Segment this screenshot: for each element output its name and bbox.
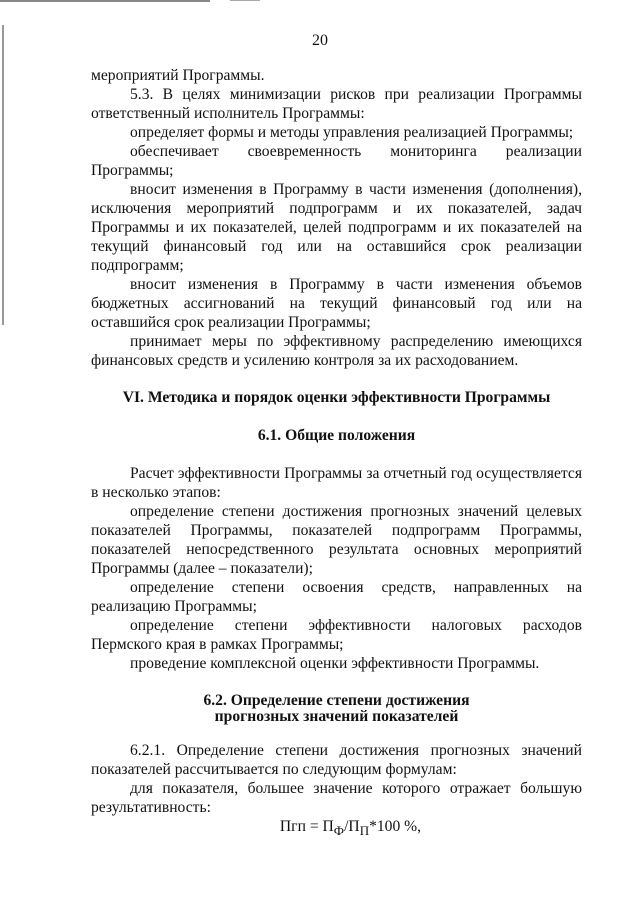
- subsection-2-title: [91, 693, 582, 725]
- section-title: VI. Методика и порядок оценки эффективности Программы: [122, 389, 551, 406]
- paragraph: мероприятий Программы.: [91, 67, 265, 84]
- scan-edge-top-fragment: [230, 0, 260, 1]
- document-body: [91, 66, 582, 841]
- paragraphs-bottom: [91, 741, 582, 817]
- paragraph: определение степени эффективности налоговых расходов Пермского края в рамках Программы;: [91, 617, 582, 653]
- formula-slash: /: [344, 818, 349, 835]
- paragraph: проведение комплексной оценки эффективности Программы.: [130, 655, 540, 672]
- paragraphs-mid: [91, 464, 582, 673]
- formula-denominator-sub: П: [359, 823, 370, 839]
- scan-edge-left: [2, 25, 4, 325]
- subsection-1-title: 6.1. Общие положения: [257, 427, 416, 444]
- paragraph: 5.3. В целях минимизации рисков при реализации Программы ответственный исполнитель Программы:: [91, 86, 582, 122]
- paragraph: вносит изменения в Программу в части изменения объемов бюджетных ассигнований на текущий финансовый год или на оставшийся срок реализации Программы;: [91, 276, 582, 331]
- formula: [91, 817, 582, 841]
- paragraph: для показателя, большее значение которого отражает большую результативность:: [91, 780, 582, 816]
- paragraph: определяет формы и методы управления реализацией Программы;: [130, 124, 574, 141]
- scan-edge-top: [0, 0, 210, 2]
- subsection-2-title-line2: прогнозных значений показателей: [214, 708, 459, 725]
- paragraph: вносит изменения в Программу в части изменения (дополнения), исключения мероприятий подпрограмм и их показателей, задач Программы и их показателей, целей подпрограмм и их показателей на текущий финансовый год или на оставшийся срок реализации подпрограмм;: [91, 181, 582, 274]
- formula-numerator-sub: Ф: [333, 823, 345, 839]
- formula-denominator: П: [348, 818, 360, 835]
- subsection-2-title-line1: 6.2. Определение степени достижения: [203, 692, 470, 709]
- paragraph: принимает меры по эффективному распределению имеющихся финансовых средств и усилению контроля за их расходованием.: [91, 333, 582, 369]
- page-number: 20: [312, 32, 328, 49]
- paragraph: Расчет эффективности Программы за отчетный год осуществляется в несколько этапов:: [91, 465, 582, 501]
- paragraph: определение степени достижения прогнозных значений целевых показателей Программы, показателей подпрограмм Программы, показателей непосредственного результата основных мероприятий Программы (далее – показатели);: [91, 503, 582, 577]
- formula-equals: =: [305, 818, 323, 835]
- paragraph: обеспечивает своевременность мониторинга реализации Программы;: [91, 143, 582, 179]
- paragraph: определение степени освоения средств, направленных на реализацию Программы;: [91, 579, 582, 615]
- formula-numerator: П: [322, 818, 334, 835]
- formula-multiplier: *100 %,: [369, 818, 422, 835]
- formula-lhs: Пгп: [279, 818, 306, 835]
- paragraph: 6.2.1. Определение степени достижения прогнозных значений показателей рассчитывается по следующим формулам:: [91, 742, 582, 778]
- paragraphs-top: [91, 66, 582, 370]
